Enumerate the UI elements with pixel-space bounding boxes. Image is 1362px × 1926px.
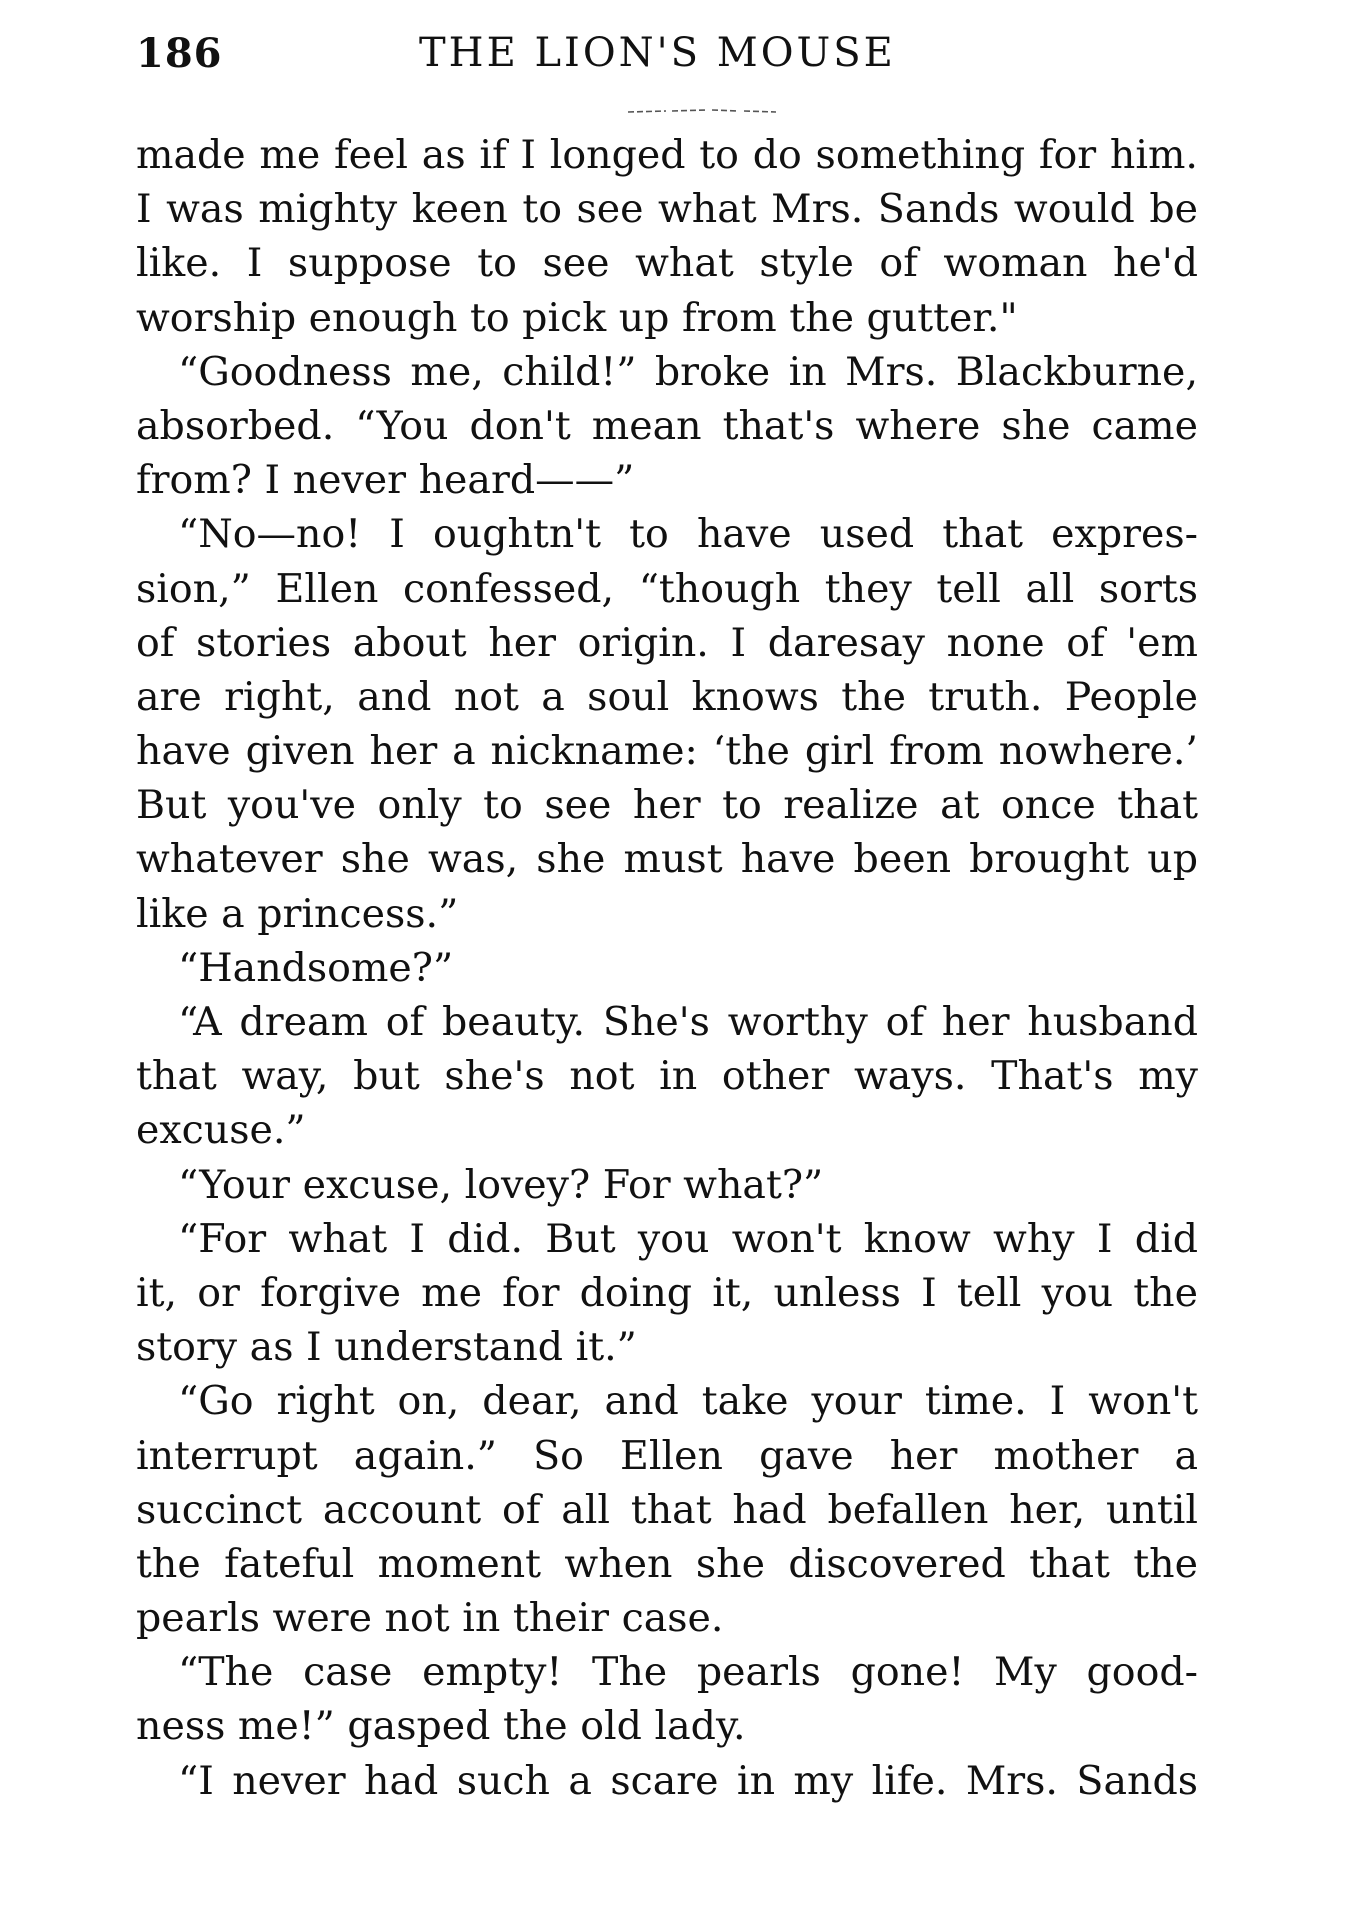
text-line: it, or forgive me for doing it, unless I tell you the <box>136 1269 1198 1316</box>
text-line: excuse.” <box>136 1107 306 1154</box>
text-line: worship enough to pick up from the gutter." <box>136 294 1018 341</box>
running-title: THE LION'S MOUSE <box>419 30 896 76</box>
text-line: “Goodness me, child!” broke in Mrs. Blackburne, <box>178 348 1198 395</box>
text-line: of stories about her origin. I daresay none of 'em <box>136 619 1198 666</box>
text-line: “I never had such a scare in my life. Mrs. Sands <box>178 1757 1198 1804</box>
text-line: “Handsome?” <box>178 944 454 991</box>
text-line: whatever she was, she must have been brought up <box>136 836 1198 883</box>
body-text <box>136 128 1198 1808</box>
text-line: “Your excuse, lovey? For what?” <box>178 1161 824 1208</box>
text-line: have given her a nickname: ‘the girl from nowhere.’ <box>136 728 1198 775</box>
text-line: interrupt again.” So Ellen gave her mother a <box>136 1432 1198 1479</box>
text-line: absorbed. “You don't mean that's where she came <box>136 402 1198 449</box>
text-line: “A dream of beauty. She's worthy of her husband <box>178 999 1198 1045</box>
text-line: made me feel as if I longed to do something for him. <box>136 132 1198 178</box>
text-line: are right, and not a soul knows the truth. People <box>136 673 1198 720</box>
page-number: 186 <box>136 30 223 77</box>
text-line: like. I suppose to see what style of woman he'd <box>136 240 1198 287</box>
text-line: pearls were not in their case. <box>136 1595 724 1642</box>
page-header <box>136 30 1196 102</box>
text-line: I was mighty keen to see what Mrs. Sands would be <box>136 186 1198 233</box>
text-line: “No—no! I oughtn't to have used that expres- <box>178 511 1198 558</box>
text-line: like a princess.” <box>136 890 459 937</box>
text-line: from? I never heard——” <box>136 457 635 504</box>
text-line: sion,” Ellen confessed, “though they tell all sorts <box>136 565 1198 612</box>
header-ornament-rule <box>626 106 786 116</box>
text-line: succinct account of all that had befallen her, until <box>136 1486 1198 1533</box>
text-line: “For what I did. But you won't know why I did <box>178 1215 1198 1262</box>
text-line: that way, but she's not in other ways. That's my <box>136 1053 1198 1100</box>
text-line: But you've only to see her to realize at once that <box>136 782 1198 829</box>
text-line: “Go right on, dear, and take your time. I won't <box>178 1378 1198 1425</box>
text-line: the fateful moment when she discovered that the <box>136 1540 1198 1587</box>
text-line: story as I understand it.” <box>136 1324 637 1371</box>
text-line: ness me!” gasped the old lady. <box>136 1703 746 1750</box>
text-line: “The case empty! The pearls gone! My good- <box>178 1649 1198 1696</box>
